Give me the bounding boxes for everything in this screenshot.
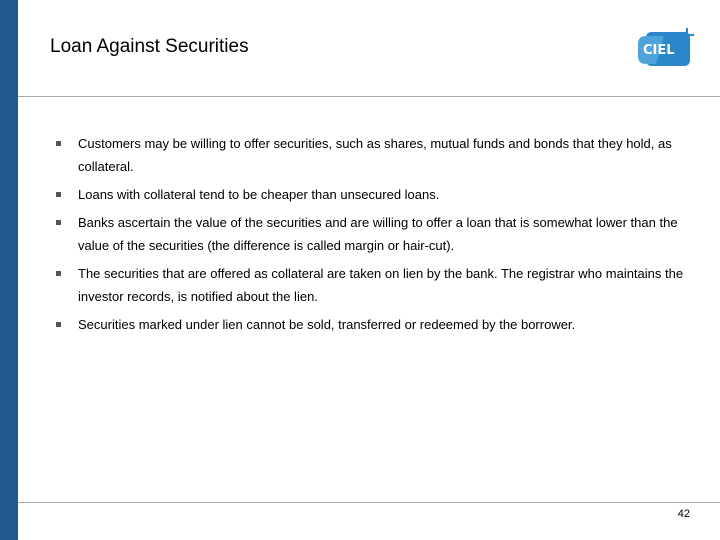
square-bullet-icon <box>56 192 61 197</box>
slide-title: Loan Against Securities <box>50 36 249 57</box>
bullet-list <box>50 132 690 341</box>
bullet-text: Banks ascertain the value of the securities and are willing to offer a loan that is somewhat lower than the value of the securities (the difference is called margin or hair-cut). <box>78 215 678 253</box>
list-item <box>50 313 690 336</box>
list-item <box>50 132 690 178</box>
left-accent-bar <box>0 0 18 540</box>
page-number: 42 <box>677 508 690 520</box>
bullet-text: Securities marked under lien cannot be sold, transferred or redeemed by the borrower. <box>78 317 576 332</box>
square-bullet-icon <box>56 220 61 225</box>
list-item <box>50 262 690 308</box>
square-bullet-icon <box>56 271 61 276</box>
bullet-text: The securities that are offered as collateral are taken on lien by the bank. The registrar who maintains the investor records, is notified about the lien. <box>78 266 684 304</box>
square-bullet-icon <box>56 141 61 146</box>
bullet-text: Customers may be willing to offer securities, such as shares, mutual funds and bonds that they hold, as collateral. <box>78 136 672 174</box>
square-bullet-icon <box>56 322 61 327</box>
header-divider <box>18 96 720 97</box>
bullet-text: Loans with collateral tend to be cheaper than unsecured loans. <box>78 187 440 202</box>
ciel-logo-icon <box>634 26 696 72</box>
list-item <box>50 211 690 257</box>
ciel-logo <box>634 26 696 72</box>
footer-divider <box>18 502 720 503</box>
logo-text: CIEL <box>643 43 675 58</box>
list-item <box>50 183 690 206</box>
